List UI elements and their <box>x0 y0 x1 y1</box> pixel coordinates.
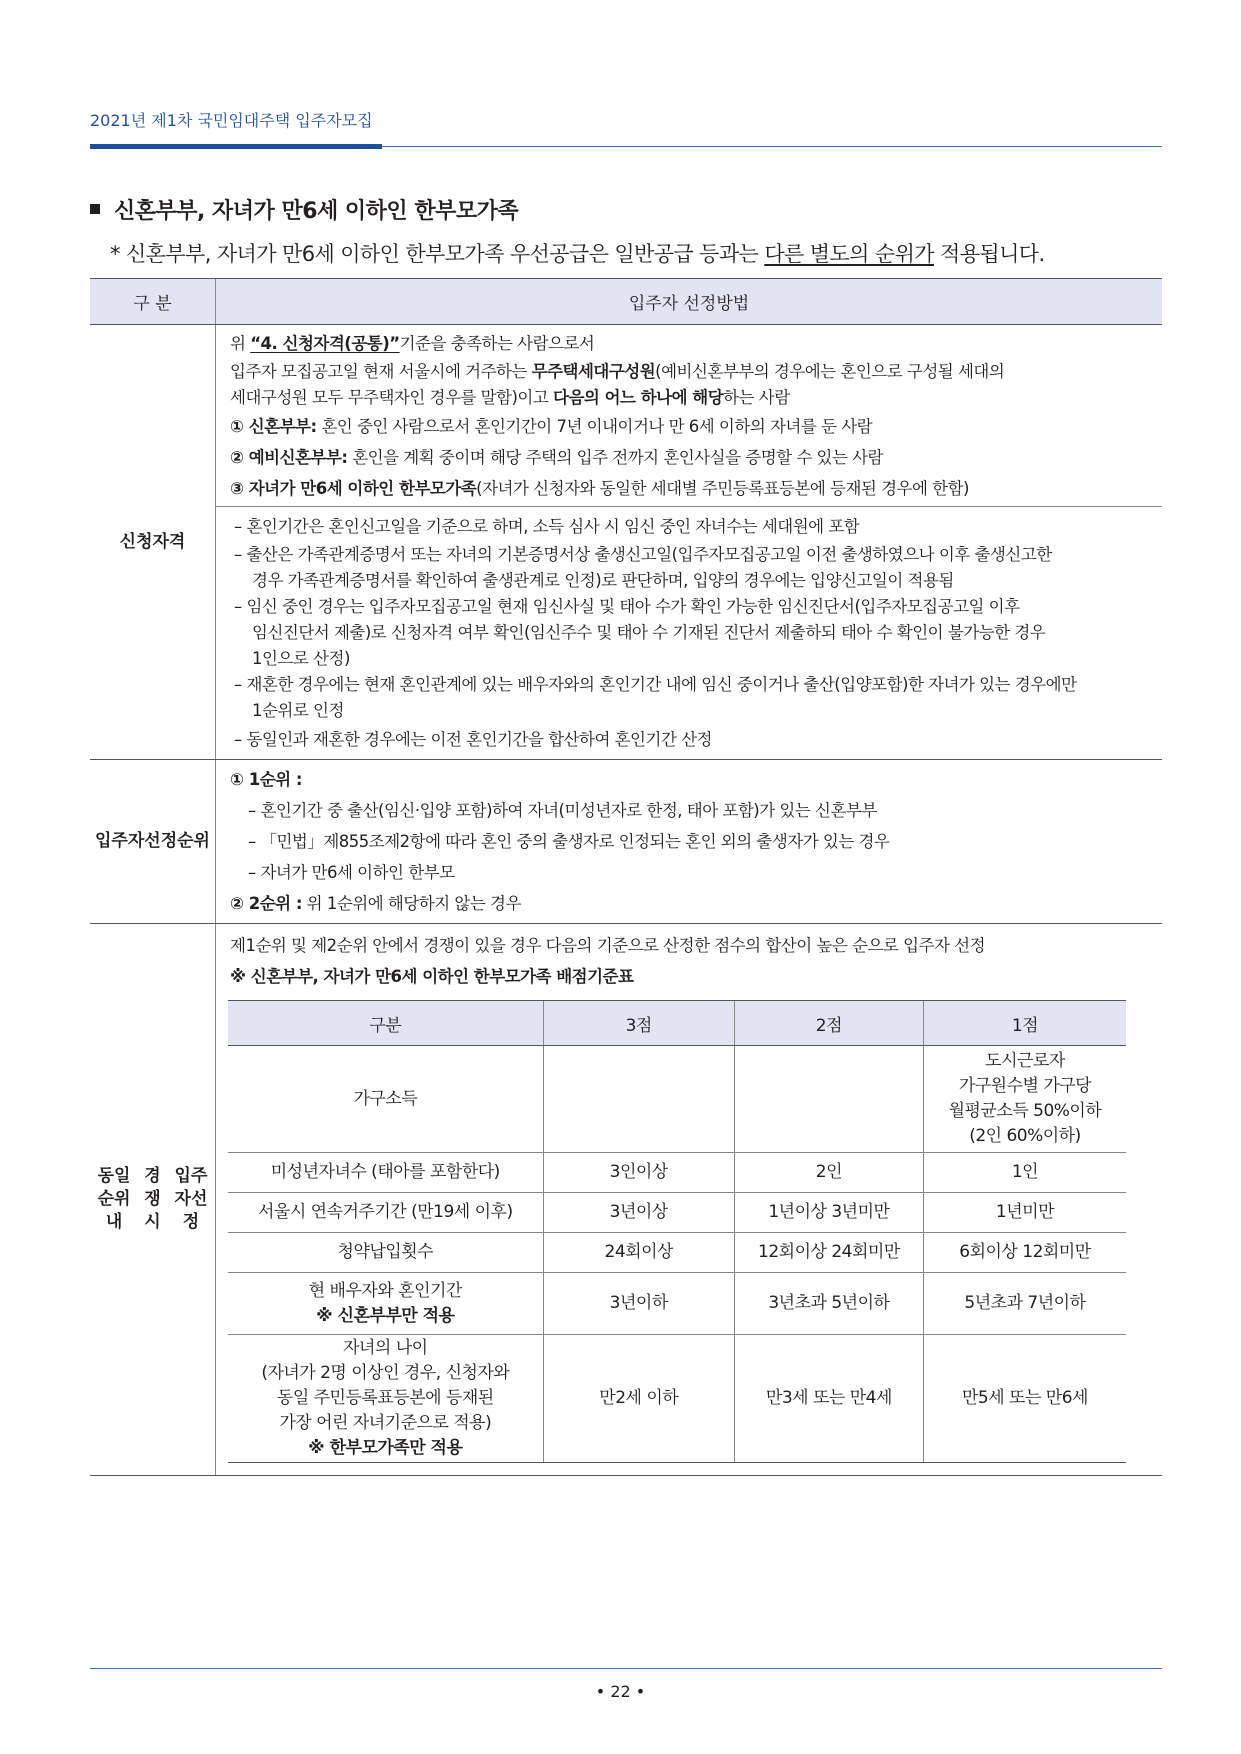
priority-2: ② 2순위 : 위 1순위에 해당하지 않는 경우 <box>230 894 521 913</box>
priority-content <box>216 760 1162 923</box>
label-qualification: 신청자격 <box>90 325 216 759</box>
qual-note-2a: – 출산은 가족관계증명서 또는 자녀의 기본증명서상 출생신고일(입주자모집공고일 이전 출생하였으나 이후 출생신고한 <box>234 545 1052 564</box>
score-item: 현 배우자와 혼인기간 ※ 신혼부부만 적용 <box>228 1273 543 1335</box>
score-item: 가구소득 <box>228 1046 543 1153</box>
qual-item-2: ② 예비신혼부부: 혼인을 계획 중이며 해당 주택의 입주 전까지 혼인사실을 증명할 수 있는 사람 <box>230 448 884 467</box>
qualification-content <box>216 325 1162 759</box>
selection-table <box>90 278 1162 1476</box>
score-header-row <box>228 1001 1126 1046</box>
note-underline: 다른 별도의 순위가 <box>764 242 934 266</box>
qual-item-1: ① 신혼부부: 혼인 중인 사람으로서 혼인기간이 7년 이내이거나 만 6세 이하의 자녀를 둔 사람 <box>230 417 873 436</box>
score-1pt: 만5세 또는 만6세 <box>923 1335 1126 1463</box>
qual-note-3b: 임신진단서 제출)로 신청자격 여부 확인(임신주수 및 태아 수 기재된 진단서 제출하되 태아 수 확인이 불가능한 경우 <box>252 623 1046 642</box>
table-row <box>228 1233 1126 1273</box>
row-tiebreak <box>90 924 1162 1476</box>
table-row <box>228 1335 1126 1463</box>
priority-1-a: – 혼인기간 중 출산(임신·입양 포함)하여 자녀(미성년자로 한정, 태아 포함)가 있는 신혼부부 <box>248 801 877 820</box>
row-priority <box>90 760 1162 924</box>
table-row <box>228 1273 1126 1335</box>
section-title-text: 신혼부부, 자녀가 만6세 이하인 한부모가족 <box>114 199 519 224</box>
table-row <box>228 1153 1126 1193</box>
qual-note-4a: – 재혼한 경우에는 현재 혼인관계에 있는 배우자와의 혼인기간 내에 임신 중이거나 출산(입양포함)한 자녀가 있는 경우에만 <box>234 675 1077 694</box>
running-head-title: 2021년 제1차 국민임대주택 입주자모집 <box>90 111 373 130</box>
score-1pt: 도시근로자 가구원수별 가구당 월평균소득 50%이하 (2인 60%이하) <box>923 1046 1126 1153</box>
qual-note-3a: – 임신 중인 경우는 입주자모집공고일 현재 임신사실 및 태아 수가 확인 가능한 임신진단서(입주자모집공고일 이후 <box>234 597 1020 616</box>
score-item: 청약납입횟수 <box>228 1233 543 1273</box>
qual-note-4b: 1순위로 인정 <box>252 701 344 720</box>
score-2pt: 12회이상 24회미만 <box>734 1233 923 1273</box>
header-method: 입주자 선정방법 <box>628 294 750 314</box>
table-row <box>228 1046 1126 1153</box>
row-qualification <box>90 325 1162 760</box>
score-2pt: 만3세 또는 만4세 <box>734 1335 923 1463</box>
score-header-category: 구분 <box>228 1001 543 1046</box>
note-suffix: 적용됩니다. <box>933 242 1045 266</box>
score-1pt: 6회이상 12회미만 <box>923 1233 1126 1273</box>
tiebreak-content <box>216 924 1162 1475</box>
score-1pt: 1인 <box>923 1153 1126 1193</box>
score-2pt: 1년이상 3년미만 <box>734 1193 923 1233</box>
priority-1-title: ① 1순위 : <box>230 770 302 789</box>
tiebreak-intro: 제1순위 및 제2순위 안에서 경쟁이 있을 경우 다음의 기준으로 산정한 점수의 합산이 높은 순으로 입주자 선정 <box>230 936 986 955</box>
qual-item-3: ③ 자녀가 만6세 이하인 한부모가족(자녀가 신청자와 동일한 세대별 주민등록표등본에 등재된 경우에 한함) <box>230 479 969 498</box>
score-header-1pt: 1점 <box>923 1001 1126 1046</box>
priority-1-c: – 자녀가 만6세 이하인 한부모 <box>248 863 455 882</box>
table-header <box>90 278 1162 325</box>
score-1pt: 5년초과 7년이하 <box>923 1273 1126 1335</box>
qual-note-1: – 혼인기간은 혼인신고일을 기준으로 하며, 소득 심사 시 임신 중인 자녀수는 세대원에 포함 <box>234 517 860 536</box>
qual-note-5: – 동일인과 재혼한 경우에는 이전 혼인기간을 합산하여 혼인기간 산정 <box>234 730 713 749</box>
page-number: • 22 • <box>595 1682 646 1701</box>
score-header-3pt: 3점 <box>543 1001 734 1046</box>
score-2pt: 2인 <box>734 1153 923 1193</box>
note-prefix: * 신혼부부, 자녀가 만6세 이하인 한부모가족 우선공급은 일반공급 등과는 <box>110 242 765 266</box>
score-3pt <box>543 1046 734 1153</box>
qual-line-1: 위 “4. 신청자격(공통)”기준을 충족하는 사람으로서 <box>230 334 595 353</box>
score-3pt: 만2세 이하 <box>543 1335 734 1463</box>
section-title <box>90 194 518 225</box>
score-table-title: ※ 신혼부부, 자녀가 만6세 이하인 한부모가족 배점기준표 <box>230 967 634 986</box>
priority-1-b: – 「민법」제855조제2항에 따라 혼인 중의 출생자로 인정되는 혼인 외의 출생자가 있는 경우 <box>248 832 890 851</box>
score-item: 미성년자녀수 (태아를 포함한다) <box>228 1153 543 1193</box>
square-bullet-icon <box>90 204 100 214</box>
table-row <box>228 1193 1126 1233</box>
qual-note-2b: 경우 가족관계증명서를 확인하여 출생관계로 인정)로 판단하며, 입양의 경우에는 입양신고일이 적용됨 <box>252 571 954 590</box>
qual-line-3: 세대구성원 모두 무주택자인 경우를 말함)이고 다음의 어느 하나에 해당하는 사람 <box>230 388 790 407</box>
score-3pt: 24회이상 <box>543 1233 734 1273</box>
header-category: 구 분 <box>90 279 216 324</box>
score-3pt: 3인이상 <box>543 1153 734 1193</box>
qual-note-3c: 1인으로 산정) <box>252 649 350 668</box>
score-2pt: 3년초과 5년이하 <box>734 1273 923 1335</box>
score-3pt: 3년이상 <box>543 1193 734 1233</box>
footer-rule <box>90 1668 1162 1669</box>
score-2pt <box>734 1046 923 1153</box>
score-header-2pt: 2점 <box>734 1001 923 1046</box>
section-note <box>110 238 1045 268</box>
score-3pt: 3년이하 <box>543 1273 734 1335</box>
score-table <box>228 1000 1126 1463</box>
score-item: 서울시 연속거주기간 (만19세 이후) <box>228 1193 543 1233</box>
label-tiebreak: 동일순위내 경쟁시 입주자선정 <box>90 924 216 1475</box>
score-item: 자녀의 나이 (자녀가 2명 이상인 경우, 신청자와 동일 주민등록표등본에 등재된 가장 어린 자녀기준으로 적용) ※ 한부모가족만 적용 <box>228 1335 543 1463</box>
qual-line-2: 입주자 모집공고일 현재 서울시에 거주하는 무주택세대구성원(예비신혼부부의 경우에는 혼인으로 구성될 세대의 <box>230 362 1005 381</box>
label-priority: 입주자 선정순위 <box>90 760 216 923</box>
header-accent-bar <box>90 144 382 149</box>
score-1pt: 1년미만 <box>923 1193 1126 1233</box>
